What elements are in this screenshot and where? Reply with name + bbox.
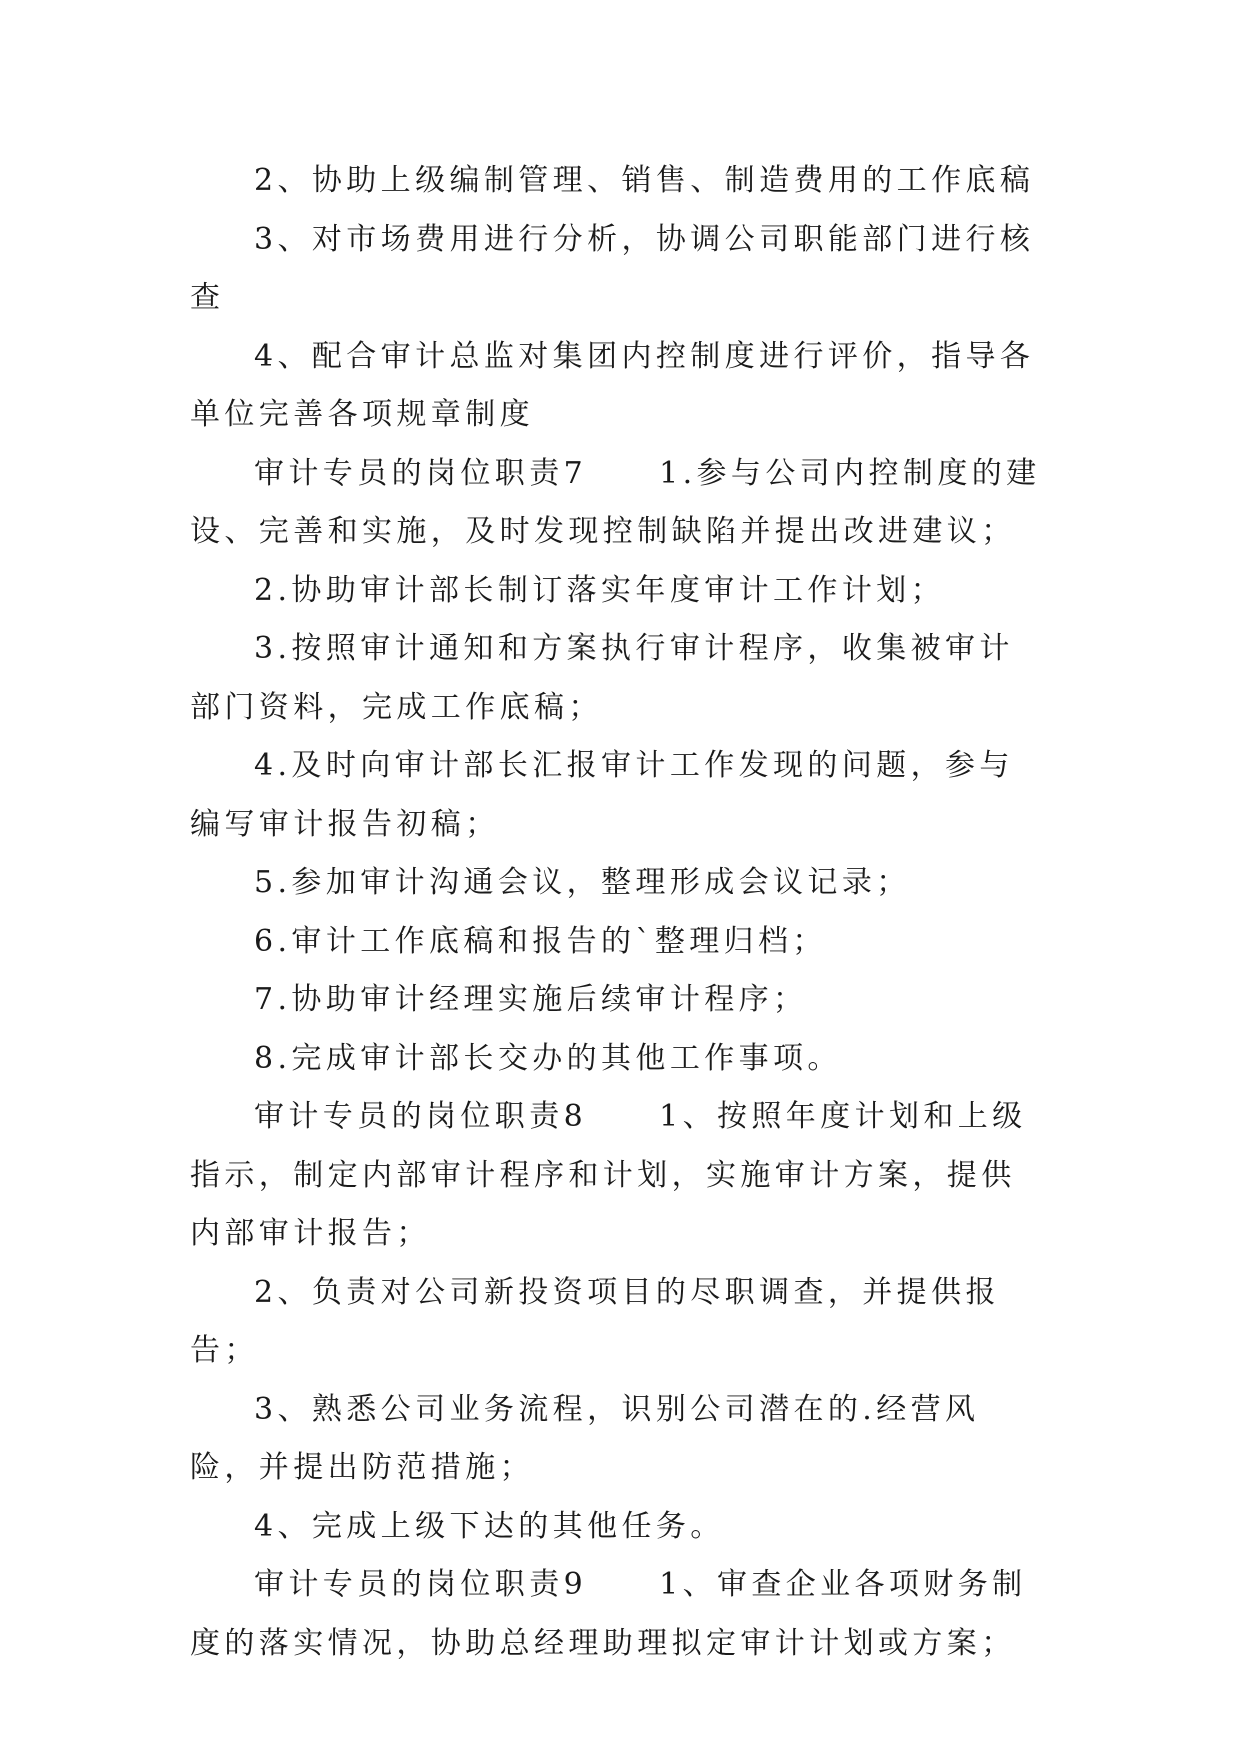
paragraph xyxy=(190,620,1046,737)
section-heading: 审计专员的岗位职责8 xyxy=(254,1099,588,1134)
paragraph-text: 8.完成审计部长交办的其他工作事项。 xyxy=(254,1040,842,1076)
paragraph xyxy=(190,152,1046,211)
paragraph-text: 7.协助审计经理实施后续审计程序； xyxy=(254,982,808,1017)
paragraph xyxy=(190,971,1046,1030)
paragraph-text: 3、熟悉公司业务流程，识别公司潜在的.经营风险，并提出防范措施； xyxy=(190,1391,980,1485)
paragraph-text: 4、配合审计总监对集团内控制度进行评价，指导各单位完善各项规章制度 xyxy=(190,338,1035,432)
paragraph-text: 6.审计工作底稿和报告的`整理归档； xyxy=(254,923,827,959)
document-body xyxy=(190,152,1046,1673)
section-heading: 审计专员的岗位职责9 xyxy=(254,1567,588,1602)
paragraph-text: 2、协助上级编制管理、销售、制造费用的工作底稿 xyxy=(254,163,1035,198)
paragraph xyxy=(190,913,1046,972)
paragraph-text: 5.参加审计沟通会议，整理形成会议记录； xyxy=(254,865,911,900)
paragraph-text: 3.按照审计通知和方案执行审计程序，收集被审计部门资料，完成工作底稿； xyxy=(190,631,1014,725)
paragraph-text: 4、完成上级下达的其他任务。 xyxy=(254,1508,725,1544)
paragraph-text: 1、按照年度计划和上级指示，制定内部审计程序和计划，实施审计方案，提供内部审计报告； xyxy=(190,1099,1027,1251)
paragraph xyxy=(190,1030,1046,1089)
section-heading: 审计专员的岗位职责7 xyxy=(254,455,588,491)
paragraph-text: 4.及时向审计部长汇报审计工作发现的问题，参与编写审计报告初稿； xyxy=(190,748,1014,842)
paragraph xyxy=(190,562,1046,621)
paragraph xyxy=(190,737,1046,854)
paragraph-text: 2、负责对公司新投资项目的尽职调查，并提供报告； xyxy=(190,1274,1000,1368)
section-paragraph xyxy=(190,445,1046,562)
paragraph-text: 3、对市场费用进行分析，协调公司职能部门进行核查 xyxy=(190,221,1035,315)
paragraph xyxy=(190,854,1046,913)
paragraph xyxy=(190,1381,1046,1498)
section-paragraph xyxy=(190,1556,1046,1673)
paragraph-text: 1.参与公司内控制度的建设、完善和实施，及时发现控制缺陷并提出改进建议； xyxy=(190,455,1041,549)
paragraph-text: 1、审查企业各项财务制度的落实情况，协助总经理助理拟定审计计划或方案； xyxy=(190,1567,1027,1661)
paragraph-text: 2.协助审计部长制订落实年度审计工作计划； xyxy=(254,572,946,608)
paragraph xyxy=(190,211,1046,328)
paragraph xyxy=(190,1498,1046,1557)
paragraph xyxy=(190,328,1046,445)
paragraph xyxy=(190,1264,1046,1381)
section-paragraph xyxy=(190,1088,1046,1264)
